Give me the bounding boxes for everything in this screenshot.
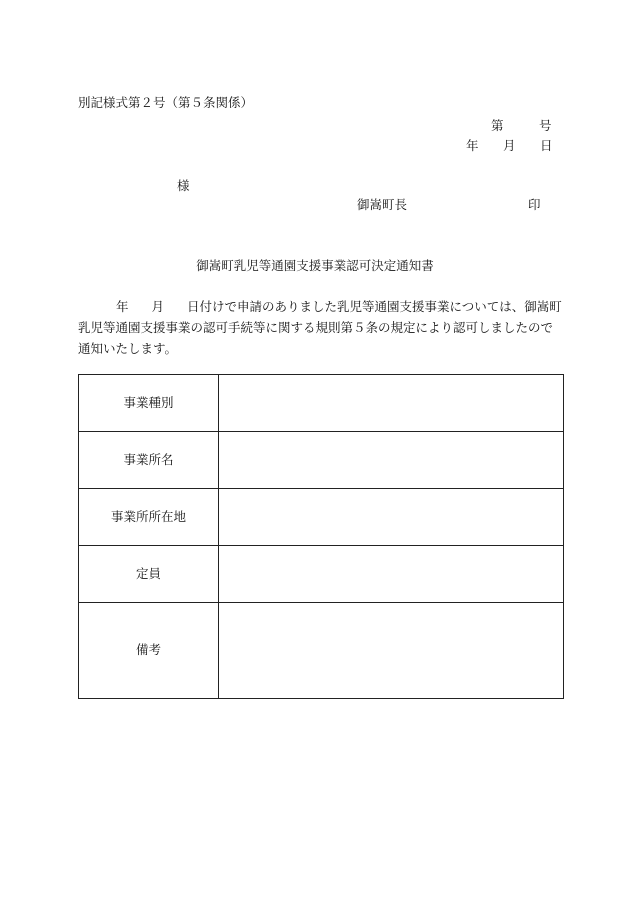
- body-year-label: 年: [116, 299, 129, 314]
- table-row: [79, 603, 564, 699]
- body-month-label: 月: [151, 299, 165, 314]
- date-year-label: 年: [466, 138, 479, 153]
- table-row: [79, 489, 564, 546]
- date-month-label: 月: [503, 138, 516, 153]
- row-value-capacity: [219, 546, 564, 603]
- date-day-label: 日: [540, 138, 553, 153]
- row-value-facility-name: [219, 432, 564, 489]
- body-line-2: 乳児等通園支援事業の認可手続等に関する規則第５条の規定により認可しましたので: [78, 320, 554, 335]
- document-number-suffix: 号: [539, 118, 552, 133]
- seal-mark: 印: [528, 197, 541, 212]
- document-number-prefix: 第: [491, 118, 504, 133]
- row-label-business-type: 事業種別: [79, 375, 219, 432]
- row-label-remarks: 備考: [79, 603, 219, 699]
- body-line-3: 通知いたします。: [78, 341, 178, 356]
- row-value-remarks: [219, 603, 564, 699]
- row-label-facility-name: 事業所名: [79, 432, 219, 489]
- table-row: [79, 375, 564, 432]
- addressee-honorific: 様: [177, 178, 190, 193]
- row-value-business-type: [219, 375, 564, 432]
- table-row: [79, 432, 564, 489]
- body-paragraph: [78, 296, 564, 359]
- sender-title: 御嵩町長: [357, 197, 408, 212]
- info-table: [78, 374, 564, 699]
- row-label-capacity: 定員: [79, 546, 219, 603]
- body-line-1-text: 日付けで申請のありました乳児等通園支援事業については、御嵩町: [187, 299, 562, 314]
- document-title: 御嵩町乳児等通園支援事業認可決定通知書: [196, 258, 434, 273]
- table-row: [79, 546, 564, 603]
- body-line-1: [78, 296, 564, 317]
- form-number: 別記様式第２号（第５条関係）: [78, 95, 254, 110]
- row-label-facility-address: 事業所所在地: [79, 489, 219, 546]
- row-value-facility-address: [219, 489, 564, 546]
